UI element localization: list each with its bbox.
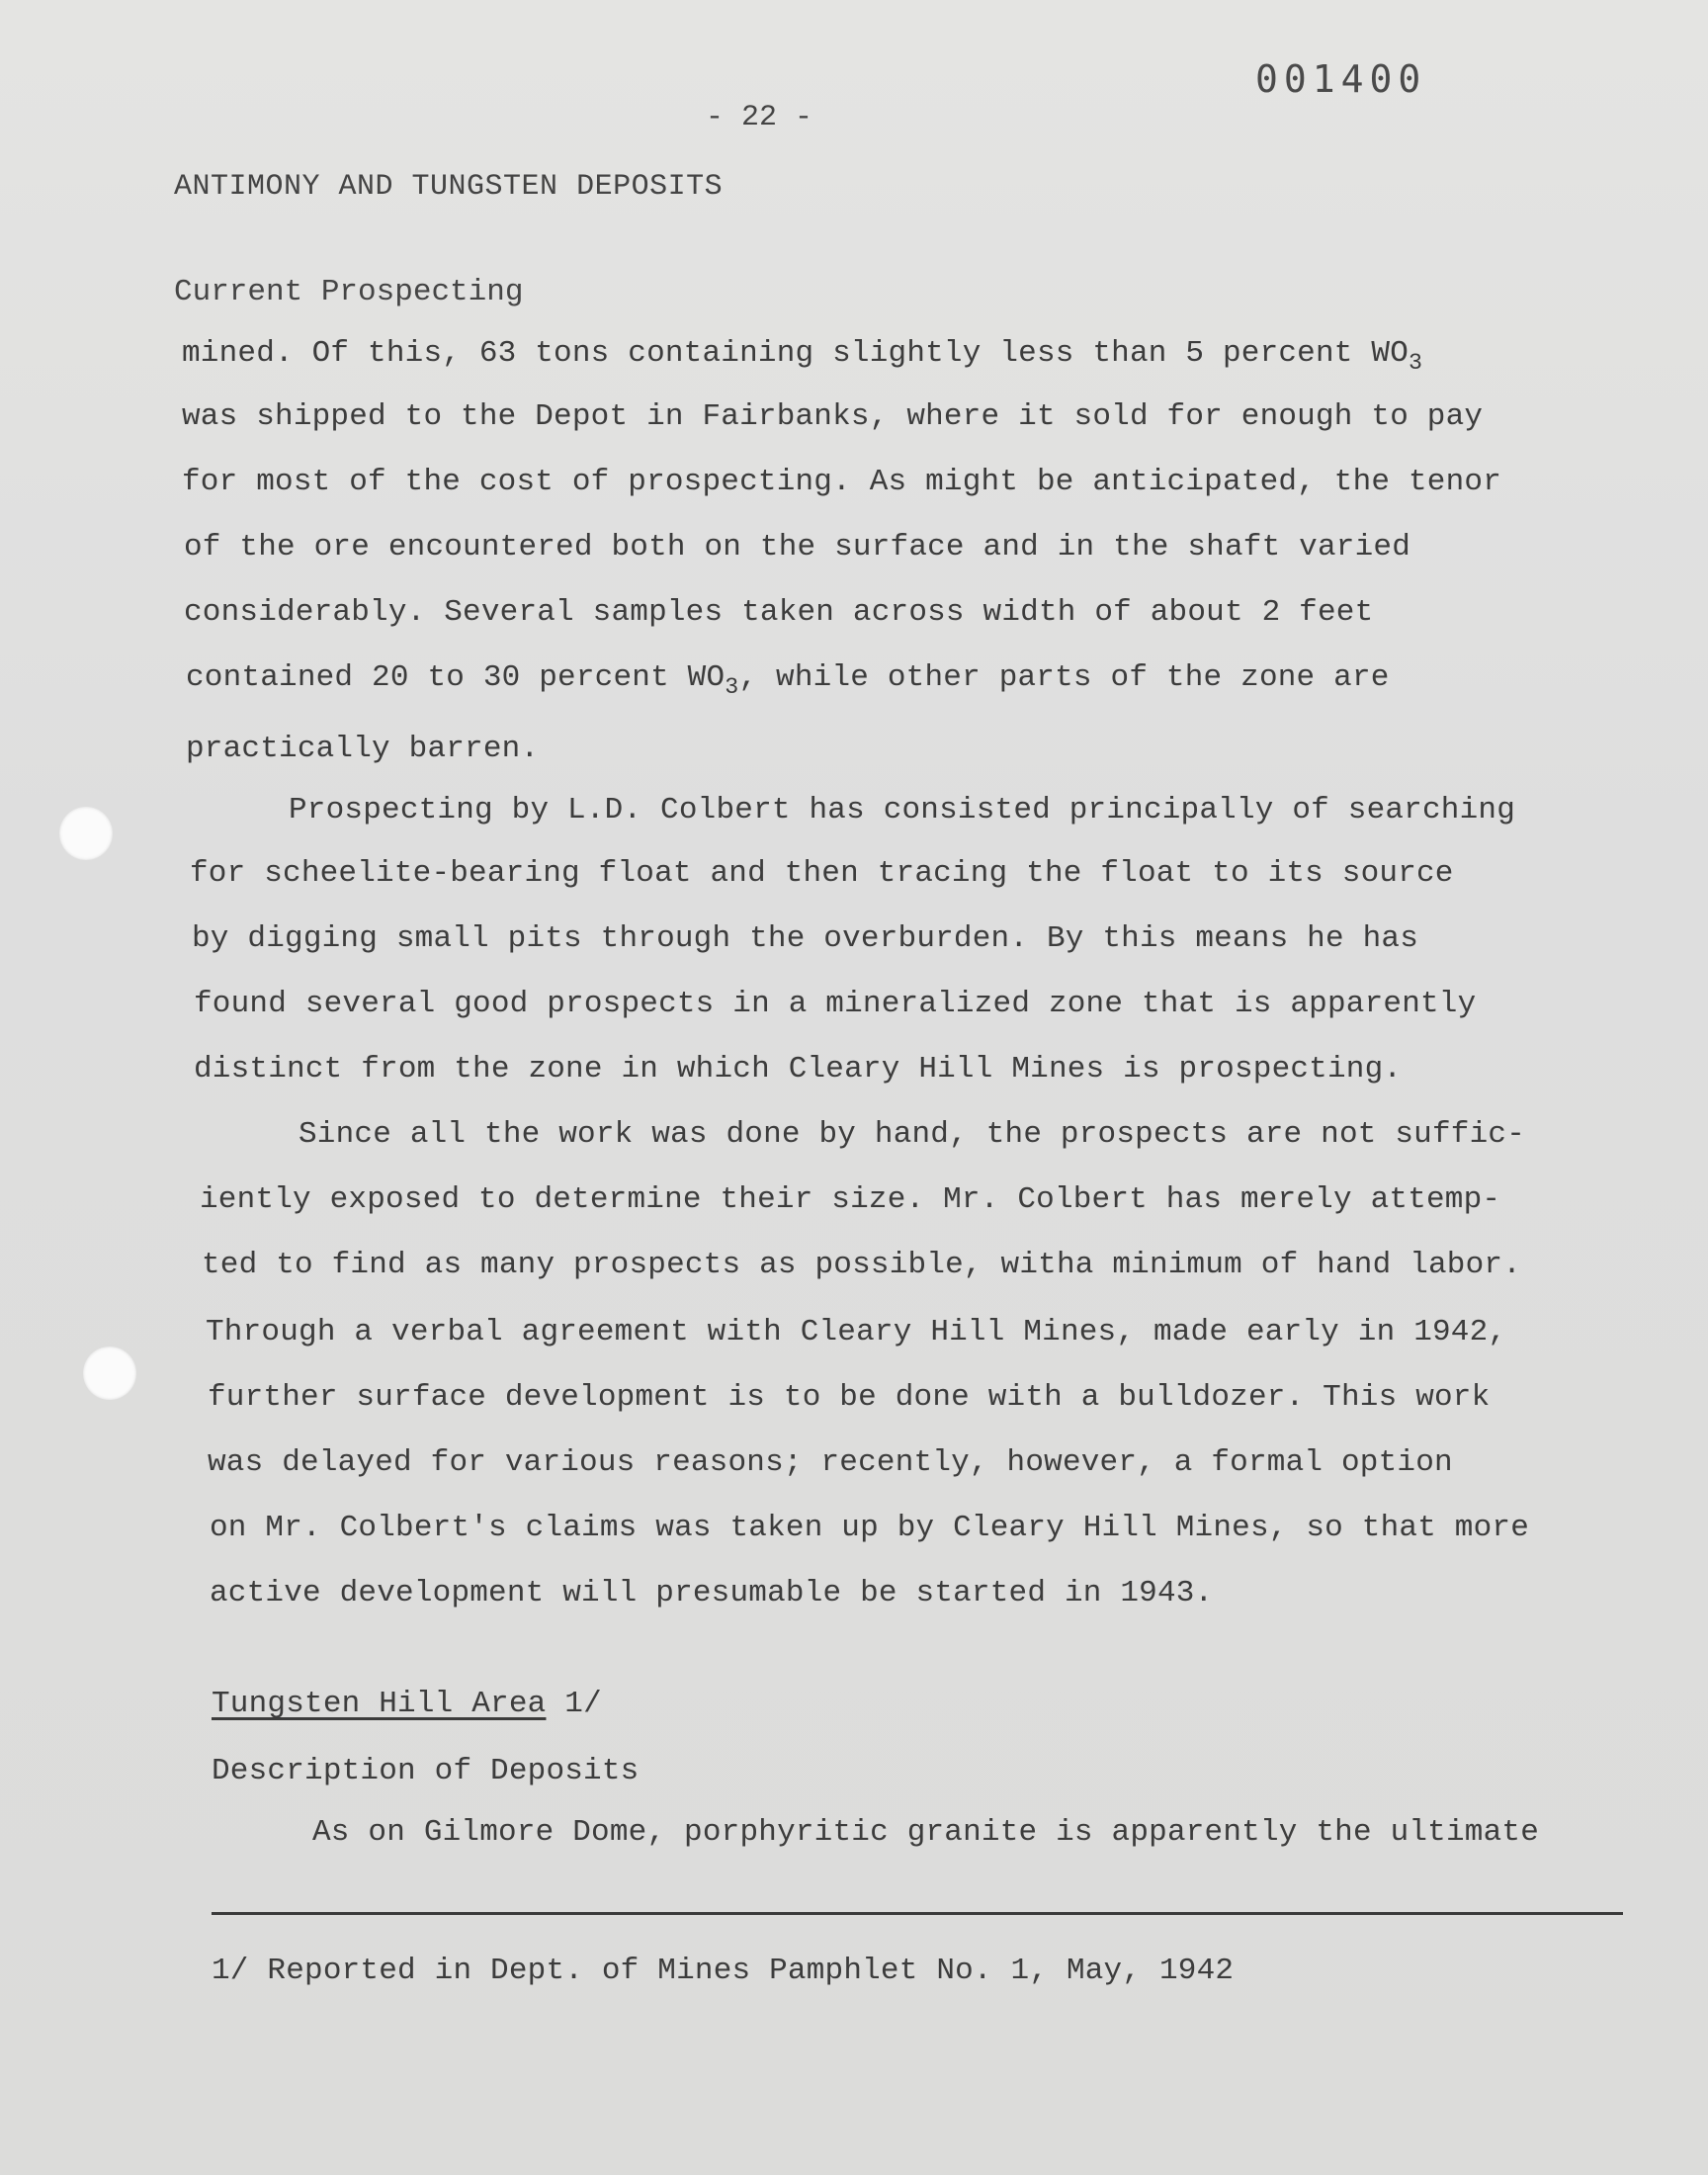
para3-line-7: on Mr. Colbert's claims was taken up by Cleary Hill Mines, so that more [210, 1511, 1530, 1545]
para3-line-2: iently exposed to determine their size. Mr. Colbert has merely attemp- [200, 1182, 1501, 1217]
para2-line-1: Prospecting by L.D. Colbert has consisted principally of searching [289, 793, 1515, 827]
subscript-3: 3 [725, 674, 739, 701]
para2-line-4: found several good prospects in a mineralized zone that is apparently [194, 987, 1477, 1021]
para2-line-2: for scheelite-bearing float and then tracing the float to its source [190, 856, 1454, 891]
para1-line-6-text-b: , while other parts of the zone are [738, 660, 1390, 695]
subsection-title-text: Tungsten Hill Area [212, 1687, 547, 1721]
para3-line-3: ted to find as many prospects as possible, witha minimum of hand labor. [202, 1248, 1522, 1282]
binder-hole-bottom [83, 1347, 136, 1400]
footnote-marker: 1/ [212, 1954, 249, 1988]
para3-line-5: further surface development is to be done with a bulldozer. This work [208, 1380, 1491, 1415]
binder-hole-top [59, 807, 113, 860]
para3-line-6: was delayed for various reasons; recently, however, a formal option [208, 1445, 1453, 1480]
para1-line-2: was shipped to the Depot in Fairbanks, where it sold for enough to pay [182, 399, 1484, 434]
footnote-reference: 1/ [564, 1687, 602, 1721]
para1-line-6 [186, 660, 1390, 700]
para3-line-4: Through a verbal agreement with Cleary Hill Mines, made early in 1942, [206, 1315, 1507, 1349]
para2-line-3: by digging small pits through the overburden. By this means he has [192, 921, 1418, 956]
page-title: ANTIMONY AND TUNGSTEN DEPOSITS [174, 170, 724, 204]
page-number: - 22 - [706, 101, 813, 134]
para1-line-1-text: mined. Of this, 63 tons containing slightly less than 5 percent WO [182, 336, 1409, 371]
subsection-title [212, 1687, 602, 1721]
document-number: 001400 [1255, 57, 1427, 101]
subscript-3: 3 [1409, 350, 1423, 377]
para3-line-1: Since all the work was done by hand, the prospects are not suffic- [299, 1117, 1525, 1152]
footnote [212, 1954, 1234, 1988]
section-heading: Current Prospecting [174, 275, 524, 309]
subsection-heading: Description of Deposits [212, 1754, 640, 1788]
para1-line-1 [182, 336, 1422, 376]
para1-line-3: for most of the cost of prospecting. As might be anticipated, the tenor [182, 465, 1502, 499]
subsection-line-1: As on Gilmore Dome, porphyritic granite is apparently the ultimate [312, 1815, 1539, 1850]
para1-line-6-text-a: contained 20 to 30 percent WO [186, 660, 726, 695]
para1-line-7: practically barren. [186, 732, 540, 766]
para3-line-8: active development will presumable be started in 1943. [210, 1576, 1214, 1610]
para2-line-5: distinct from the zone in which Cleary Hill Mines is prospecting. [194, 1052, 1403, 1087]
footnote-text: Reported in Dept. of Mines Pamphlet No. 1, May, 1942 [267, 1954, 1235, 1988]
para1-line-4: of the ore encountered both on the surface and in the shaft varied [184, 530, 1410, 565]
para1-line-5: considerably. Several samples taken across width of about 2 feet [184, 595, 1374, 630]
footnote-divider [212, 1912, 1623, 1915]
